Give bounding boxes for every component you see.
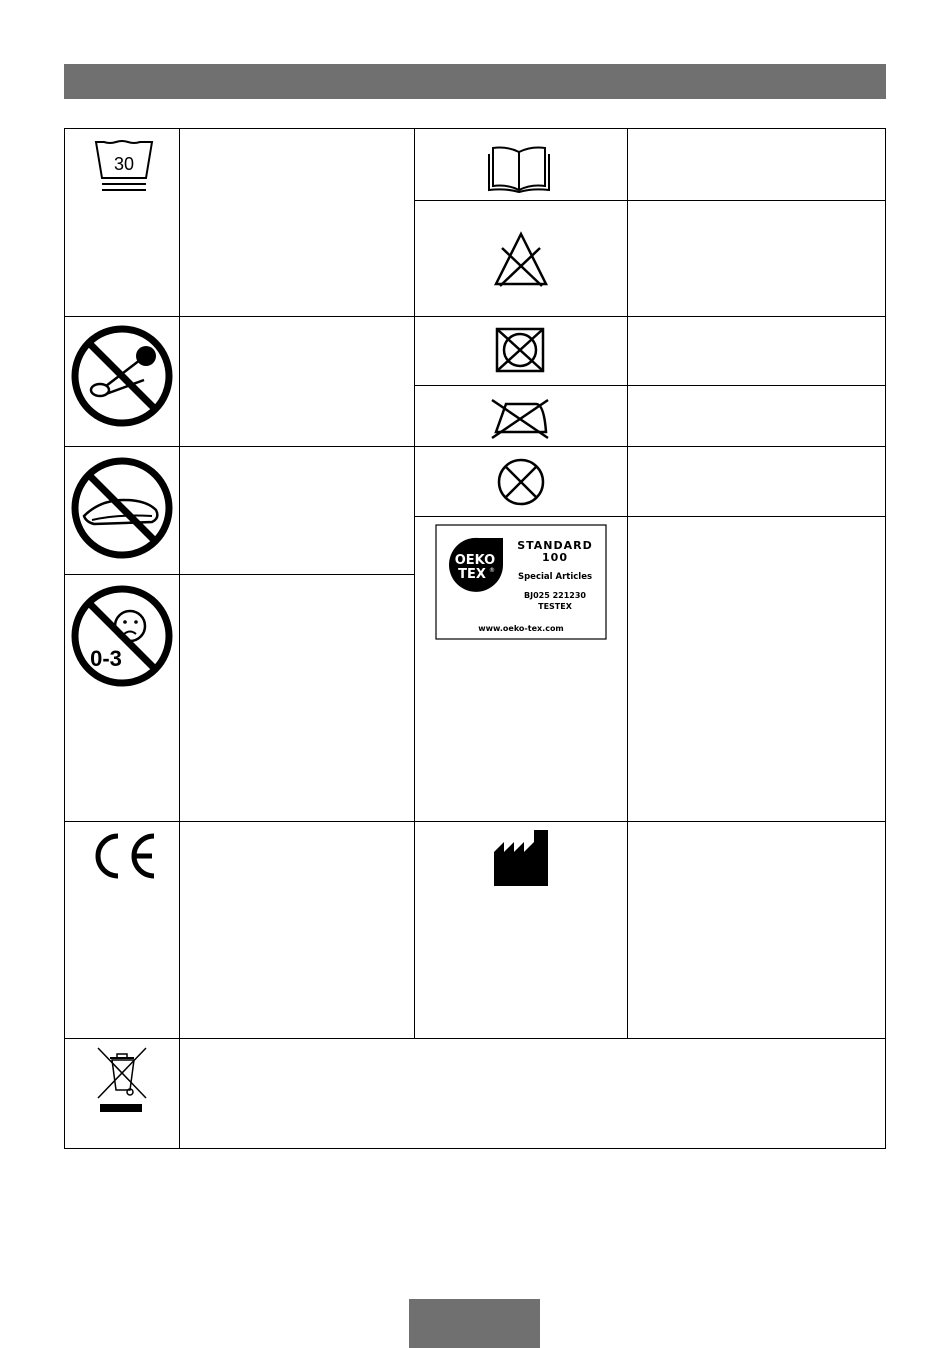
section-header-bar	[64, 64, 886, 99]
wash-30-text-cell	[179, 128, 415, 317]
no-dry-clean-text-cell	[627, 446, 886, 517]
no-pins-text-cell	[179, 316, 415, 447]
oeko-tex-label	[435, 524, 607, 640]
no-dry-clean-icon	[495, 458, 547, 506]
page-number-tab	[409, 1299, 540, 1348]
crossed-bin-icon	[96, 1046, 148, 1114]
oeko-category: Special Articles	[517, 572, 593, 582]
oeko-website: www.oeko-tex.com	[478, 624, 564, 633]
read-manual-icon	[487, 144, 551, 192]
weee-text-cell	[179, 1038, 886, 1149]
ce-text-cell	[179, 821, 415, 1039]
no-cover-face-icon	[70, 456, 174, 560]
symbols-table	[64, 128, 886, 1149]
age-warning-text-cell	[179, 574, 415, 822]
manual-text-cell	[627, 128, 886, 201]
ce-mark-icon	[90, 832, 156, 880]
no-iron-text-cell	[627, 385, 886, 447]
oeko-logo-line1: OEKO	[454, 553, 496, 568]
oeko-standard: STANDARD	[517, 539, 593, 552]
no-bleach-icon	[492, 230, 550, 288]
no-tumble-dry-text-cell	[627, 316, 886, 386]
not-for-children-0-3-icon	[70, 584, 174, 688]
age-range-label: 0-3	[90, 646, 122, 671]
oeko-registered-mark: ®	[489, 567, 495, 574]
manufacturer-text-cell	[627, 821, 886, 1039]
no-tumble-dry-icon	[494, 326, 546, 374]
oeko-certificate: BJ025 221230	[524, 591, 586, 600]
wash-temperature-label: 30	[113, 154, 135, 174]
no-bleach-text-cell	[627, 200, 886, 317]
no-safety-pin-icon	[70, 324, 174, 428]
oeko-standard-number: 100	[542, 551, 568, 564]
no-cover-text-cell	[179, 446, 415, 575]
oeko-institute: TESTEX	[538, 602, 572, 611]
manufacturer-icon	[494, 830, 550, 886]
oeko-logo-line2: TEX	[458, 567, 486, 582]
oeko-tex-text-cell	[627, 516, 886, 822]
wash-30-icon	[94, 138, 154, 196]
no-iron-icon	[490, 392, 550, 440]
